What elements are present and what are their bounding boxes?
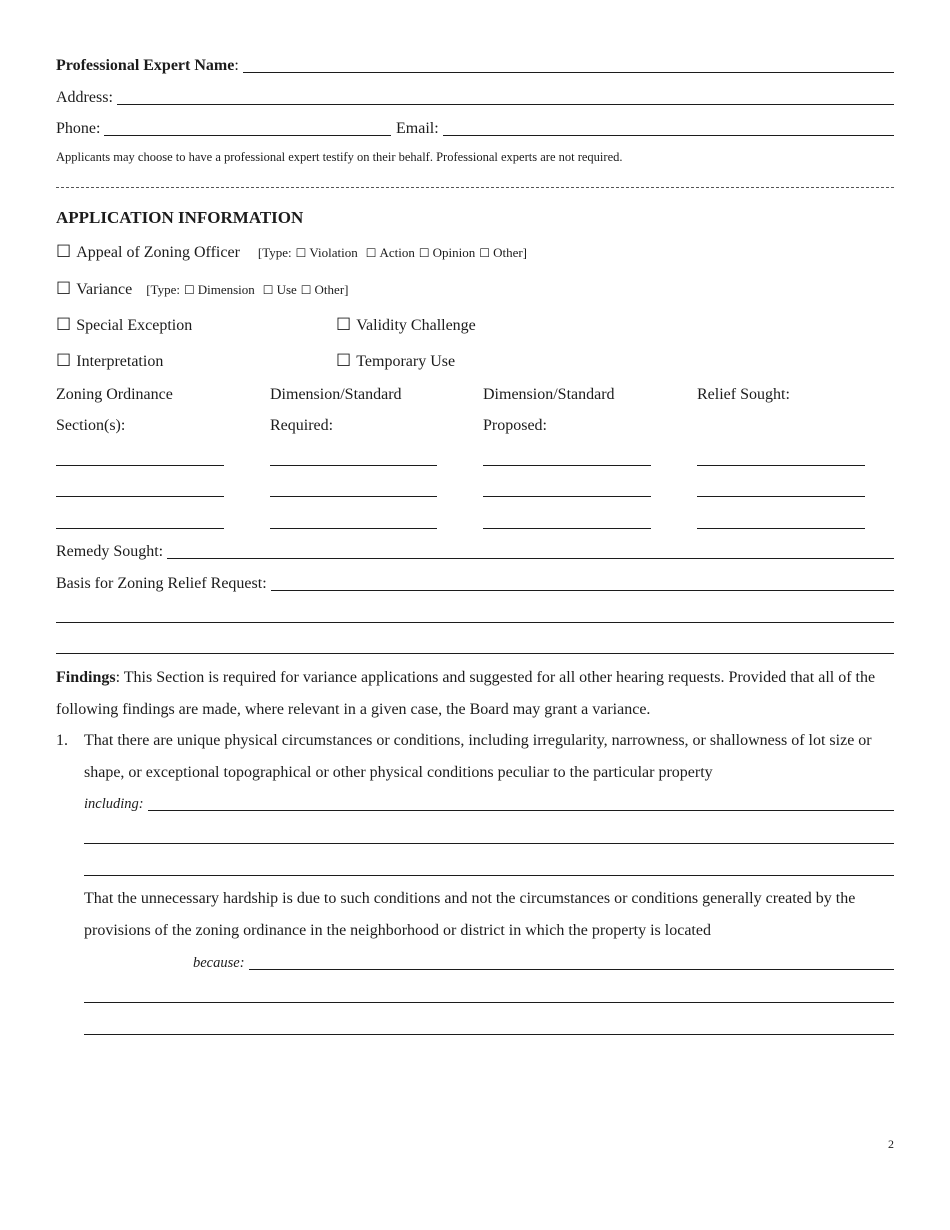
temporary-use-label: Temporary Use [356, 353, 456, 370]
email-row [396, 119, 894, 139]
address-row [56, 88, 894, 108]
relief-line-2[interactable] [697, 496, 865, 497]
appeal-row [56, 242, 527, 263]
application-heading: APPLICATION INFORMATION [56, 208, 304, 227]
phone-row [56, 119, 391, 139]
appeal-type-prefix: [Type: [257, 245, 292, 260]
required-line-3[interactable] [270, 528, 437, 529]
special-exception-checkbox[interactable]: ☐ [56, 315, 72, 335]
column-header-section-line2: Section(s): [56, 417, 126, 434]
basis-label: Basis for Zoning Relief Request: [56, 575, 267, 592]
item2-text-body: That the unnecessary hardship is due to such conditions and not the circumstances or conditions generally created by the provisions of the zoning ordinance in the neighborhood or district in which the property is located [84, 890, 856, 939]
relief-line-1[interactable] [697, 465, 865, 466]
basis-line-3[interactable] [56, 653, 894, 654]
column-header-section: Zoning Ordinance [56, 386, 173, 403]
basis-field[interactable] [271, 590, 894, 591]
basis-row [56, 574, 894, 594]
item2-because-row [193, 953, 894, 973]
page-number: 2 [888, 1137, 894, 1151]
findings-title: Findings [56, 669, 116, 686]
proposed-line-2[interactable] [483, 496, 651, 497]
findings-intro-text: : This Section is required for variance applications and suggested for all other hearing requests. Provided that all of the following findings are made, where relevant in a given case, the Board may grant a variance. [56, 669, 876, 718]
email-label: Email: [396, 120, 439, 137]
appeal-action-checkbox[interactable]: ☐ [365, 246, 377, 260]
section-line-1[interactable] [56, 465, 224, 466]
item2-line-2[interactable] [84, 1002, 894, 1003]
basis-line-2[interactable] [56, 622, 894, 623]
variance-use-label: Use [276, 282, 297, 297]
appeal-opinion-checkbox[interactable]: ☐ [418, 246, 430, 260]
required-line-1[interactable] [270, 465, 437, 466]
column-header-required-line2: Required: [270, 417, 334, 434]
variance-checkbox[interactable]: ☐ [56, 279, 72, 299]
appeal-violation-checkbox[interactable]: ☐ [295, 246, 307, 260]
variance-dimension-checkbox[interactable]: ☐ [183, 283, 195, 297]
column-header-relief: Relief Sought: [697, 386, 790, 403]
variance-row [56, 279, 348, 300]
special-exception-label: Special Exception [76, 317, 193, 334]
item1-line-3[interactable] [84, 875, 894, 876]
phone-label: Phone: [56, 120, 101, 137]
temporary-use-row [336, 351, 455, 372]
column-header-proposed: Dimension/Standard [483, 386, 615, 403]
validity-challenge-row [336, 315, 476, 336]
appeal-other-label: Other] [493, 245, 527, 260]
validity-challenge-checkbox[interactable]: ☐ [336, 315, 352, 335]
column-header-required: Dimension/Standard [270, 386, 402, 403]
proposed-line-1[interactable] [483, 465, 651, 466]
email-field[interactable] [443, 135, 894, 136]
appeal-checkbox[interactable]: ☐ [56, 242, 72, 262]
appeal-opinion-label: Opinion [432, 245, 476, 260]
item2-line-3[interactable] [84, 1034, 894, 1035]
variance-other-checkbox[interactable]: ☐ [300, 283, 312, 297]
expert-name-label: Professional Expert Name [56, 57, 235, 74]
appeal-label: Appeal of Zoning Officer [76, 244, 240, 261]
variance-dimension-label: Dimension [197, 282, 255, 297]
address-label: Address: [56, 89, 113, 106]
appeal-action-label: Action [379, 245, 415, 260]
section-line-2[interactable] [56, 496, 224, 497]
variance-other-label: Other] [314, 282, 349, 297]
item2-text [84, 883, 874, 946]
item1-including-label: including: [84, 796, 144, 812]
expert-name-row [56, 56, 894, 76]
item1-number: 1. [56, 732, 68, 749]
remedy-label: Remedy Sought: [56, 543, 164, 560]
item1-including-row [84, 794, 894, 814]
expert-note: Applicants may choose to have a professional expert testify on their behalf. Professional experts are not required. [56, 150, 623, 164]
relief-line-3[interactable] [697, 528, 865, 529]
section-line-3[interactable] [56, 528, 224, 529]
expert-name-field[interactable] [243, 72, 894, 73]
item1-text: That there are unique physical circumstances or conditions, including irregularity, narrowness, or shallowness of lot size or shape, or exceptional topographical or other physical conditions peculiar to the particular property [84, 732, 872, 781]
item1-line-2[interactable] [84, 843, 894, 844]
remedy-field[interactable] [167, 558, 894, 559]
variance-label: Variance [76, 281, 133, 298]
interpretation-label: Interpretation [76, 353, 164, 370]
address-field[interactable] [117, 104, 894, 105]
variance-use-checkbox[interactable]: ☐ [262, 283, 274, 297]
validity-challenge-label: Validity Challenge [356, 317, 476, 334]
appeal-other-checkbox[interactable]: ☐ [479, 246, 491, 260]
findings-intro [56, 662, 896, 725]
remedy-row [56, 542, 894, 562]
required-line-2[interactable] [270, 496, 437, 497]
item2-because-label: because: [193, 955, 245, 971]
item1-including-field[interactable] [148, 810, 894, 811]
appeal-violation-label: Violation [309, 245, 358, 260]
section-divider [56, 187, 894, 188]
column-header-proposed-line2: Proposed: [483, 417, 547, 434]
proposed-line-3[interactable] [483, 528, 651, 529]
interpretation-checkbox[interactable]: ☐ [56, 351, 72, 371]
variance-type-prefix: [Type: [146, 282, 180, 297]
item2-because-field[interactable] [249, 969, 894, 970]
expert-name-colon: : [234, 57, 239, 74]
temporary-use-checkbox[interactable]: ☐ [336, 351, 352, 371]
phone-field[interactable] [104, 135, 391, 136]
interpretation-row [56, 351, 163, 372]
special-exception-row [56, 315, 192, 336]
